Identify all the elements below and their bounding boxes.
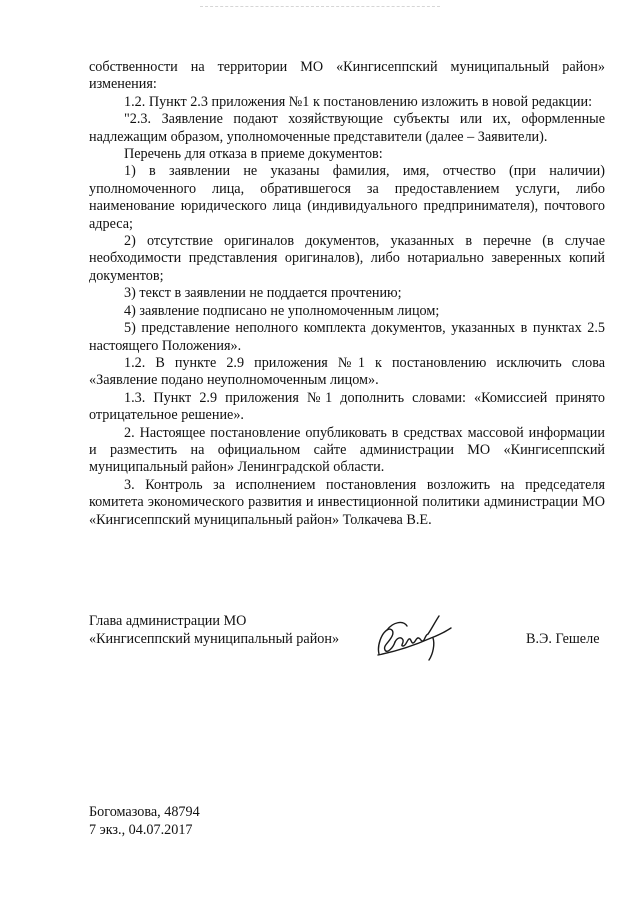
paragraph: "2.3. Заявление подают хозяйствующие субъекты или их, оформленные надлежащим образом, уполномоченные представители (далее – Заявители). bbox=[89, 111, 605, 145]
document-footer bbox=[89, 804, 200, 839]
signatory-position-line1: Глава администрации МО bbox=[89, 613, 247, 629]
paragraph: 2. Настоящее постановление опубликовать в средствах массовой информации и разместить на официальном сайте администрации МО «Кингисеппский муниципальный район» Ленинградской области. bbox=[89, 424, 605, 476]
signatory-position-line2: «Кингисеппский муниципальный район» bbox=[89, 631, 340, 647]
paragraph: 1) в заявлении не указаны фамилия, имя, отчество (при наличии) уполномоченного лица, обратившегося за предоставлением услуги, либо наименование юридического лица (индивидуального предпринимателя), почтового адреса; bbox=[89, 163, 605, 232]
signature-block bbox=[89, 612, 609, 672]
document-body bbox=[89, 59, 605, 529]
signatory-name: В.Э. Гешеле bbox=[526, 631, 600, 647]
paragraph: 1.2. Пункт 2.3 приложения №1 к постановлению изложить в новой редакции: bbox=[124, 93, 593, 110]
copies-and-date: 7 экз., 04.07.2017 bbox=[89, 821, 193, 838]
paragraph: 3) текст в заявлении не поддается прочтению; bbox=[124, 285, 402, 302]
paragraph: Перечень для отказа в приеме документов: bbox=[124, 146, 383, 163]
paragraph: 2) отсутствие оригиналов документов, указанных в перечне (в случае необходимости представления оригиналов), либо нотариально заверенных копий документов; bbox=[89, 233, 605, 284]
paragraph: 4) заявление подписано не уполномоченным лицом; bbox=[124, 302, 440, 319]
handwritten-signature-icon bbox=[373, 608, 455, 666]
paragraph: 3. Контроль за исполнением постановления возложить на председателя комитета экономического развития и инвестиционной политики администрации МО «Кингисеппский муниципальный район» Толкачева В.Е. bbox=[89, 476, 605, 528]
paragraph: 5) представление неполного комплекта документов, указанных в пунктах 2.5 настоящего Положения». bbox=[89, 320, 605, 354]
paragraph: собственности на территории МО «Кингисеппский муниципальный район» изменения: bbox=[89, 59, 605, 93]
paragraph: 1.3. Пункт 2.9 приложения №1 дополнить словами: «Комиссией принято отрицательное решение». bbox=[89, 389, 605, 424]
scan-edge-line bbox=[200, 6, 440, 7]
executor-info: Богомазова, 48794 bbox=[89, 804, 200, 820]
paragraph: 1.2. В пункте 2.9 приложения №1 к постановлению исключить слова «Заявление подано неуполномоченным лицом». bbox=[89, 354, 605, 389]
